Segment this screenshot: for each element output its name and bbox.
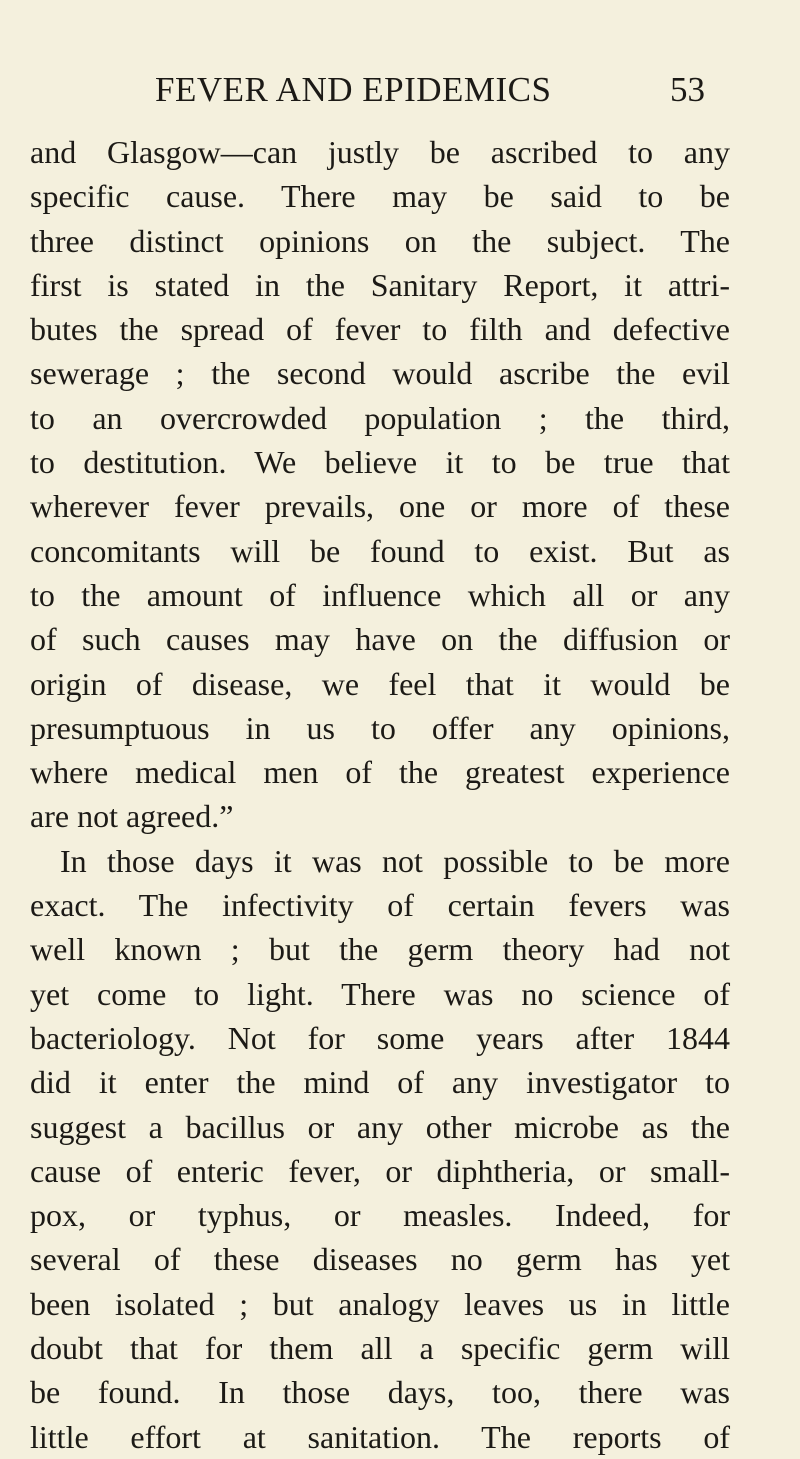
paragraph-end-line: are not agreed.” [30,798,234,835]
text-line: wherever fever prevails, one or more of these [30,488,730,525]
text-line: first is stated in the Sanitary Report, it attri- [30,266,730,303]
text-line: to destitution. We believe it to be true that [30,444,730,481]
running-title: FEVER AND EPIDEMICS [155,70,552,109]
text-line: to an overcrowded population ; the third, [30,399,730,436]
text-line: little effort at sanitation. The reports of [30,1418,730,1455]
text-line: doubt that for them all a specific germ will [30,1330,730,1367]
body-text [30,130,730,1459]
text-line: pox, or typhus, or measles. Indeed, for [30,1197,730,1234]
text-line: exact. The infectivity of certain fevers was [30,887,730,924]
running-head [0,70,800,110]
text-line: bacteriology. Not for some years after 1844 [30,1019,730,1056]
text-line: and Glasgow—can justly be ascribed to any [30,134,730,170]
text-line: specific cause. There may be said to be [30,178,730,215]
text-line: suggest a bacillus or any other microbe as the [30,1108,730,1145]
text-line: where medical men of the greatest experience [30,754,730,791]
text-line: to the amount of influence which all or any [30,576,730,613]
page-number: 53 [670,70,705,109]
text-line: did it enter the mind of any investigator to [30,1064,730,1101]
text-line: three distinct opinions on the subject. The [30,222,730,259]
text-line: cause of enteric fever, or diphtheria, or small- [30,1152,730,1189]
text-line: well known ; but the germ theory had not [30,931,730,968]
text-line: yet come to light. There was no science of [30,975,730,1012]
text-line: concomitants will be found to exist. But as [30,532,730,569]
text-line: presumptuous in us to offer any opinions, [30,709,730,746]
text-line: butes the spread of fever to filth and defective [30,311,730,348]
text-line: been isolated ; but analogy leaves us in little [30,1285,730,1322]
text-line: be found. In those days, too, there was [30,1374,730,1411]
text-line: of such causes may have on the diffusion or [30,621,730,658]
text-line: several of these diseases no germ has yet [30,1241,730,1278]
text-line: sewerage ; the second would ascribe the evil [30,355,730,392]
paragraph-start-line: In those days it was not possible to be more [60,842,730,879]
text-line: origin of disease, we feel that it would be [30,665,730,702]
